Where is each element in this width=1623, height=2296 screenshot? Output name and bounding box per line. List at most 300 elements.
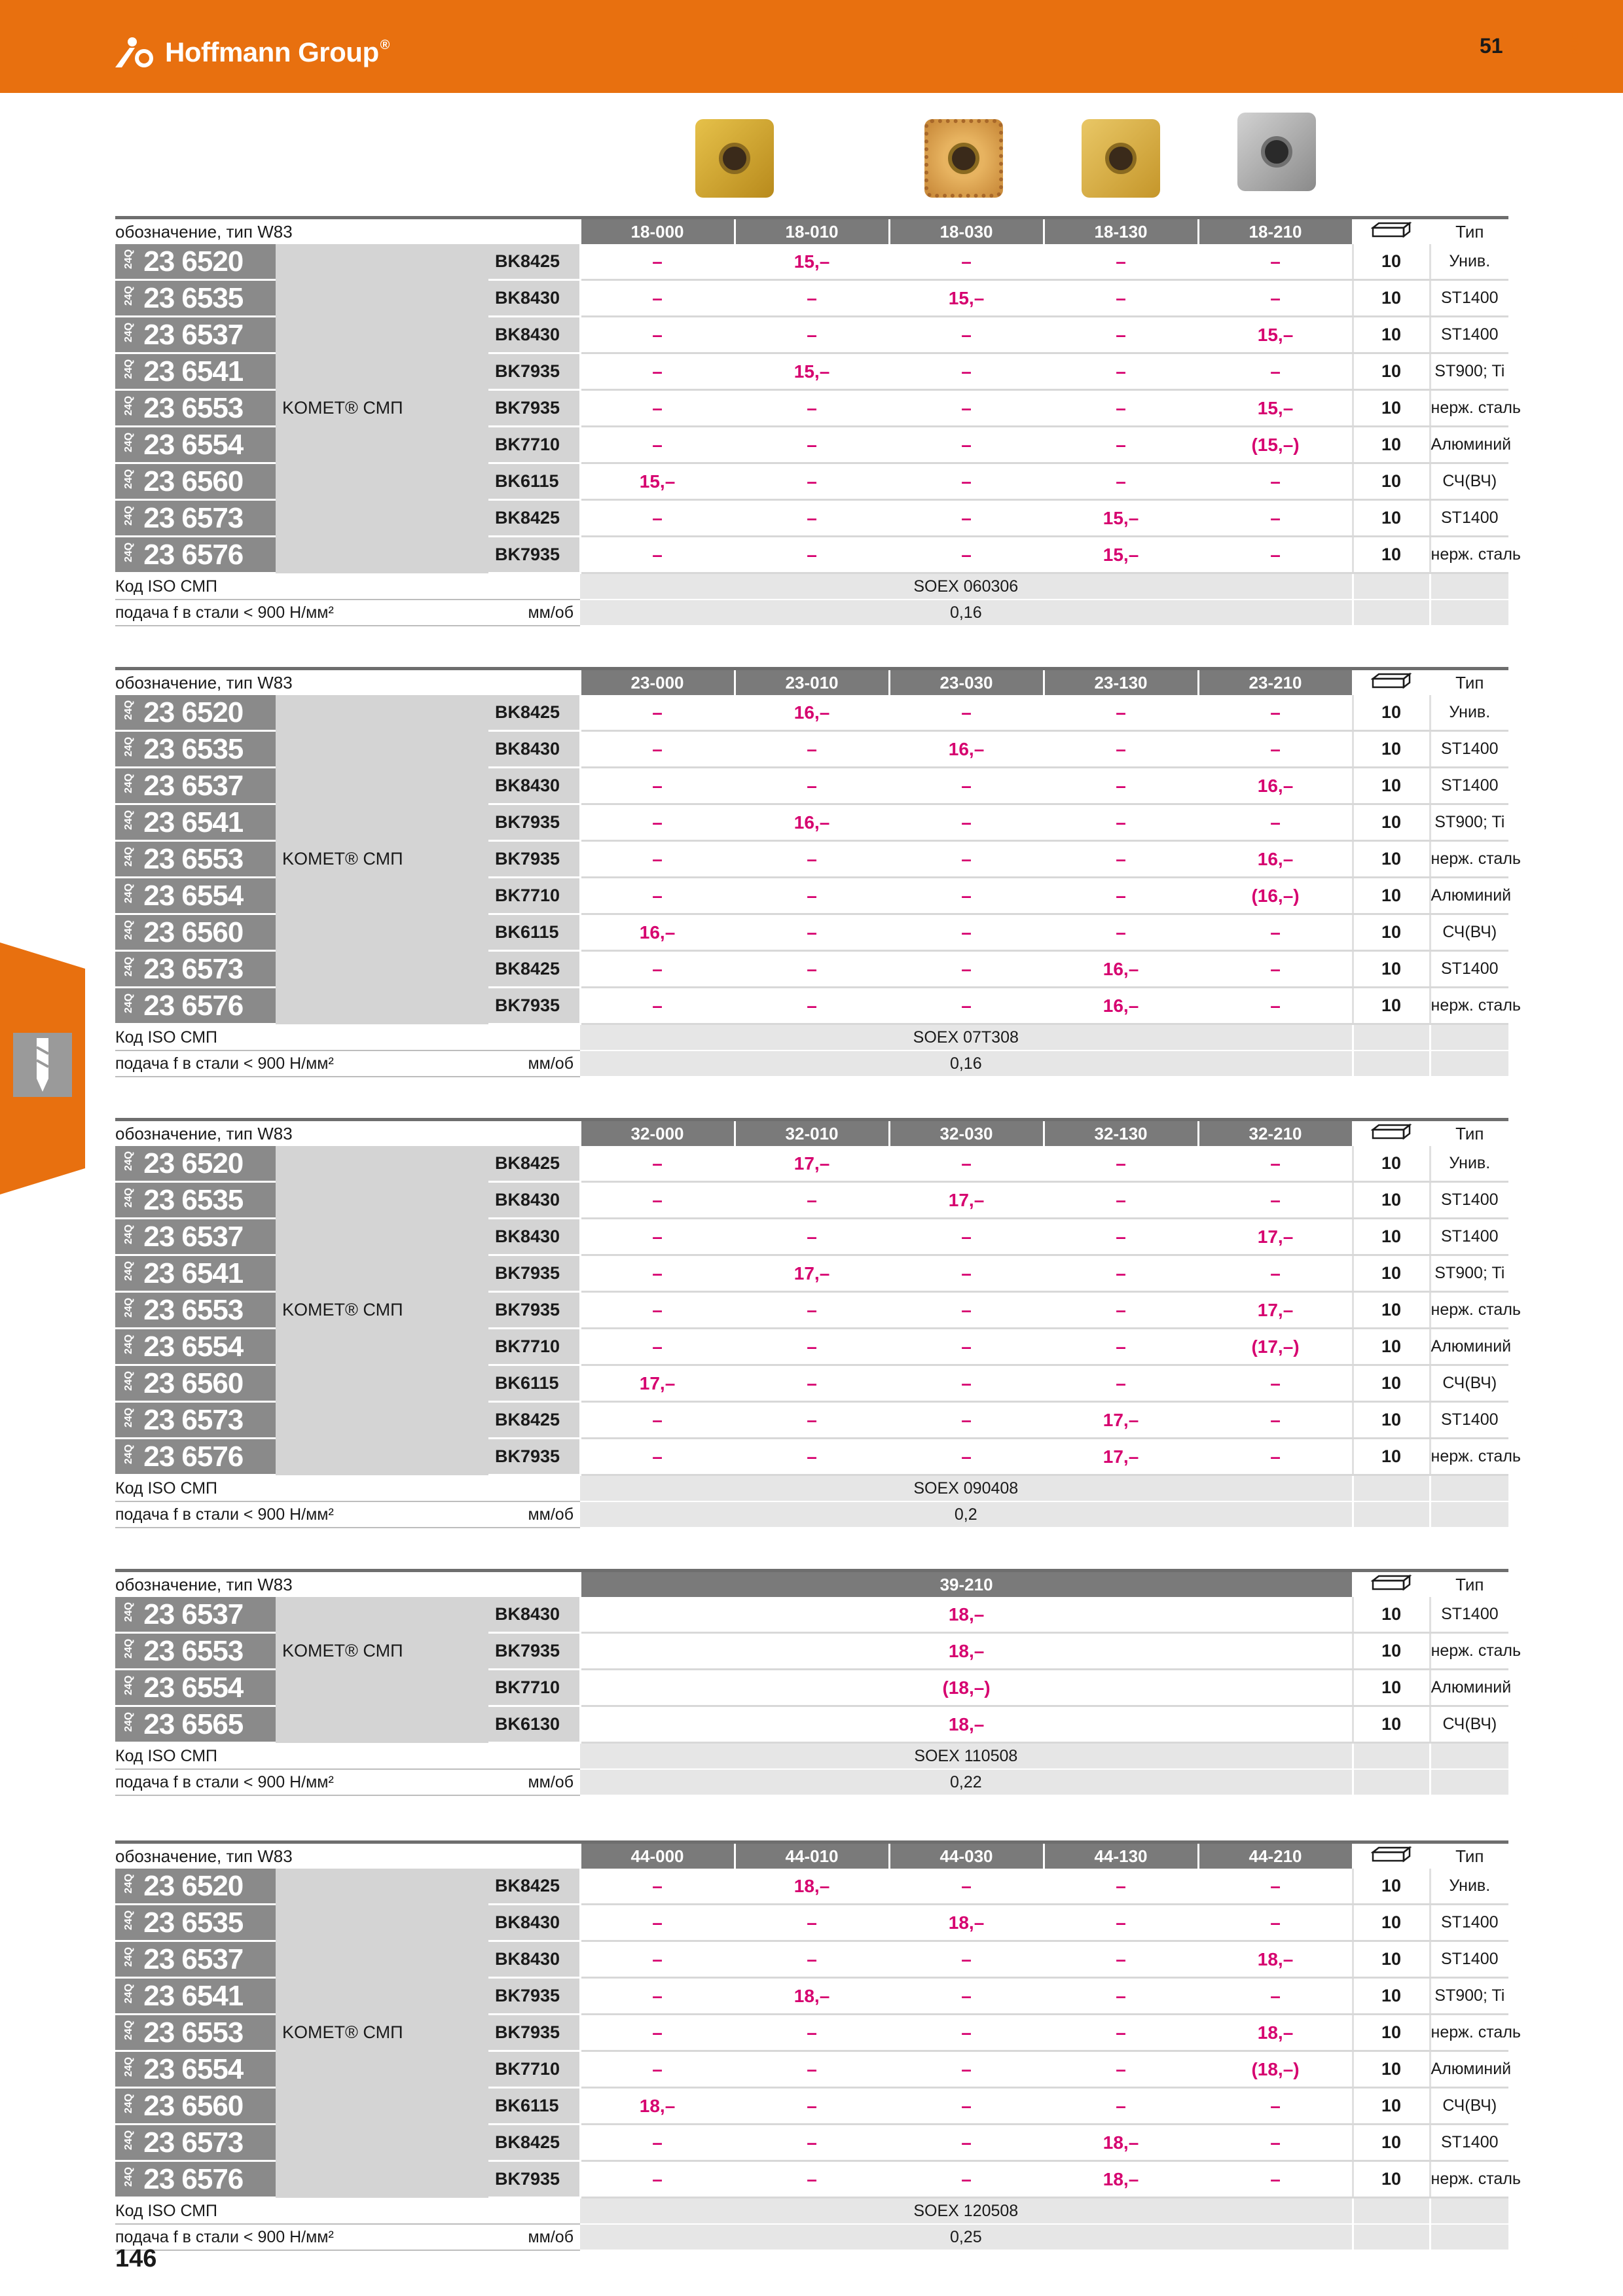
price-cell[interactable]: – — [889, 988, 1044, 1024]
price-cell[interactable]: – — [1044, 1255, 1198, 1292]
table-row[interactable] — [115, 1978, 1508, 2015]
hoffmann-logo-icon — [115, 36, 158, 69]
table-row[interactable] — [115, 317, 1508, 353]
article-number[interactable] — [115, 2015, 276, 2051]
price-cell[interactable]: 16,– — [1044, 988, 1198, 1024]
article-number-value: 23 6537 — [136, 318, 244, 351]
price-cell[interactable]: – — [735, 500, 889, 537]
article-number[interactable] — [115, 2088, 276, 2125]
price-cell[interactable]: – — [1198, 914, 1353, 951]
table-row[interactable] — [115, 537, 1508, 573]
price-cell[interactable]: – — [580, 695, 735, 731]
price-cell[interactable]: – — [1044, 1219, 1198, 1255]
article-number[interactable] — [115, 1292, 276, 1329]
feed-label: подача f в стали < 900 Н/мм² — [115, 2224, 488, 2250]
price-cell[interactable]: – — [580, 841, 735, 878]
price-cell[interactable]: 16,– — [1198, 768, 1353, 804]
price-cell[interactable]: – — [889, 1869, 1044, 1905]
price-cell[interactable]: – — [889, 804, 1044, 841]
table-row[interactable] — [115, 2161, 1508, 2198]
article-number[interactable] — [115, 537, 276, 573]
article-number[interactable] — [115, 914, 276, 951]
price-cell[interactable]: – — [580, 1978, 735, 2015]
article-number-value: 23 6541 — [136, 355, 244, 387]
table-row[interactable] — [115, 390, 1508, 427]
feed-unit: мм/об — [488, 600, 580, 626]
table-row[interactable] — [115, 500, 1508, 537]
price-cell[interactable]: – — [1198, 2161, 1353, 2198]
price-cell[interactable]: – — [1044, 1292, 1198, 1329]
price-cell[interactable]: – — [1198, 1439, 1353, 1475]
price-cell[interactable]: – — [889, 500, 1044, 537]
article-prefix: 24Q — [123, 1261, 134, 1281]
price-cell[interactable]: – — [580, 2051, 735, 2088]
price-cell[interactable]: – — [1044, 463, 1198, 500]
article-number[interactable] — [115, 1182, 276, 1219]
price-cell[interactable]: – — [889, 951, 1044, 988]
price-cell[interactable]: – — [1198, 1182, 1353, 1219]
price-cell[interactable]: 15,– — [1198, 317, 1353, 353]
price-cell[interactable]: 17,– — [889, 1182, 1044, 1219]
brand-cell — [276, 353, 488, 390]
article-number[interactable] — [115, 988, 276, 1024]
price-cell[interactable]: – — [580, 1292, 735, 1329]
article-number[interactable] — [115, 731, 276, 768]
table-row[interactable] — [115, 1597, 1508, 1633]
price-cell[interactable]: – — [1198, 1869, 1353, 1905]
article-number[interactable] — [115, 1633, 276, 1670]
price-cell[interactable]: – — [889, 2015, 1044, 2051]
price-cell[interactable]: – — [1198, 951, 1353, 988]
table-row[interactable] — [115, 1869, 1508, 1905]
grade-cell: BK8430 — [488, 1219, 580, 1255]
price-cell[interactable]: 18,– — [735, 1869, 889, 1905]
price-cell[interactable]: – — [1044, 731, 1198, 768]
article-number[interactable] — [115, 1329, 276, 1365]
brand-cell: KOMET® СМП — [276, 390, 488, 427]
price-cell[interactable]: – — [1198, 463, 1353, 500]
price-cell[interactable]: – — [889, 353, 1044, 390]
price-cell[interactable]: – — [580, 1329, 735, 1365]
price-cell[interactable]: (16,–) — [1198, 878, 1353, 914]
table-row[interactable] — [115, 988, 1508, 1024]
table-row[interactable] — [115, 427, 1508, 463]
price-cell[interactable]: 17,– — [1198, 1292, 1353, 1329]
price-cell[interactable]: – — [735, 390, 889, 427]
table-row[interactable] — [115, 1706, 1508, 1743]
price-cell[interactable]: – — [1044, 390, 1198, 427]
table-row[interactable] — [115, 1146, 1508, 1182]
price-cell[interactable]: – — [735, 1941, 889, 1978]
price-cell[interactable]: – — [889, 695, 1044, 731]
price-cell[interactable]: – — [735, 768, 889, 804]
size-column-header: 32-010 — [735, 1120, 889, 1147]
price-cell[interactable]: – — [889, 1978, 1044, 2015]
table-row[interactable] — [115, 841, 1508, 878]
price-cell[interactable]: – — [889, 1219, 1044, 1255]
price-cell[interactable]: 17,– — [735, 1146, 889, 1182]
price-cell[interactable]: – — [735, 1292, 889, 1329]
price-cell[interactable]: – — [889, 244, 1044, 280]
price-cell[interactable]: – — [1044, 2015, 1198, 2051]
price-cell[interactable]: – — [1198, 2125, 1353, 2161]
price-cell[interactable]: – — [735, 878, 889, 914]
article-number[interactable] — [115, 317, 276, 353]
article-number[interactable] — [115, 1146, 276, 1182]
article-number[interactable] — [115, 2125, 276, 2161]
price-cell[interactable]: – — [889, 1146, 1044, 1182]
feed-label: подача f в стали < 900 Н/мм² — [115, 1769, 488, 1795]
price-cell[interactable]: 15,– — [1044, 500, 1198, 537]
price-cell[interactable]: 18,– — [1044, 2161, 1198, 2198]
price-cell[interactable]: 16,– — [735, 804, 889, 841]
article-number[interactable] — [115, 768, 276, 804]
price-cell[interactable]: – — [1198, 280, 1353, 317]
table-row[interactable] — [115, 1292, 1508, 1329]
price-cell[interactable]: – — [735, 280, 889, 317]
table-row[interactable] — [115, 280, 1508, 317]
price-cell[interactable]: – — [735, 1329, 889, 1365]
price-cell[interactable]: – — [735, 1219, 889, 1255]
grade-cell: BK6115 — [488, 1365, 580, 1402]
price-cell[interactable]: 17,– — [1044, 1402, 1198, 1439]
price-cell[interactable]: – — [1044, 427, 1198, 463]
price-cell[interactable]: 16,– — [735, 695, 889, 731]
price-cell[interactable]: – — [580, 1439, 735, 1475]
feed-value: 0,25 — [580, 2224, 1353, 2250]
price-cell[interactable]: – — [889, 2161, 1044, 2198]
price-cell[interactable]: – — [889, 537, 1044, 573]
article-number[interactable] — [115, 390, 276, 427]
brand-logo[interactable] — [115, 33, 390, 72]
price-cell[interactable]: 15,– — [1198, 390, 1353, 427]
price-cell[interactable]: – — [580, 878, 735, 914]
table-row[interactable] — [115, 768, 1508, 804]
price-cell[interactable]: – — [889, 914, 1044, 951]
price-cell[interactable]: 16,– — [580, 914, 735, 951]
table-row[interactable] — [115, 2125, 1508, 2161]
price-cell[interactable]: – — [735, 2125, 889, 2161]
price-cell[interactable]: – — [580, 537, 735, 573]
size-column-header: 23-010 — [735, 669, 889, 696]
price-cell[interactable]: 17,– — [1044, 1439, 1198, 1475]
price-cell[interactable]: – — [889, 1292, 1044, 1329]
price-cell[interactable]: – — [889, 390, 1044, 427]
price-cell[interactable]: 18,– — [735, 1978, 889, 2015]
price-cell[interactable]: 15,– — [580, 463, 735, 500]
price-cell[interactable]: – — [1044, 280, 1198, 317]
feed-value: 0,16 — [580, 600, 1353, 626]
price-cell[interactable]: 18,– — [1198, 2015, 1353, 2051]
price-cell[interactable]: 15,– — [735, 353, 889, 390]
table-row[interactable] — [115, 1633, 1508, 1670]
price-cell[interactable]: – — [889, 841, 1044, 878]
article-number[interactable] — [115, 427, 276, 463]
table-row[interactable] — [115, 731, 1508, 768]
price-cell[interactable]: – — [580, 951, 735, 988]
price-cell[interactable]: – — [580, 317, 735, 353]
type-header: Тип — [1430, 669, 1508, 696]
price-cell[interactable]: – — [889, 1941, 1044, 1978]
table-row[interactable] — [115, 1670, 1508, 1706]
price-cell[interactable]: 18,– — [1198, 1941, 1353, 1978]
price-cell[interactable]: – — [735, 731, 889, 768]
price-cell[interactable]: – — [889, 1439, 1044, 1475]
price-cell[interactable]: – — [1044, 841, 1198, 878]
article-number[interactable] — [115, 1439, 276, 1475]
price-cell[interactable]: 15,– — [1044, 537, 1198, 573]
brand-cell — [276, 500, 488, 537]
article-number[interactable] — [115, 2161, 276, 2198]
article-number[interactable] — [115, 878, 276, 914]
price-cell[interactable]: – — [735, 427, 889, 463]
price-cell[interactable]: – — [1044, 244, 1198, 280]
price-cell[interactable]: 16,– — [889, 731, 1044, 768]
table-row[interactable] — [115, 951, 1508, 988]
price-cell[interactable]: 17,– — [735, 1255, 889, 1292]
price-cell[interactable]: – — [735, 914, 889, 951]
price-cell[interactable]: – — [1044, 1869, 1198, 1905]
price-cell[interactable]: – — [735, 2051, 889, 2088]
price-cell[interactable]: – — [735, 1365, 889, 1402]
price-cell[interactable]: – — [580, 731, 735, 768]
price-cell[interactable]: – — [1198, 1905, 1353, 1941]
price-cell[interactable]: – — [889, 768, 1044, 804]
price-cell[interactable]: – — [1198, 1978, 1353, 2015]
article-number[interactable] — [115, 1869, 276, 1905]
price-cell[interactable]: – — [1044, 1365, 1198, 1402]
brand-cell — [276, 244, 488, 280]
price-cell[interactable]: 18,– — [889, 1905, 1044, 1941]
brand-cell — [276, 427, 488, 463]
price-cell[interactable]: – — [580, 1905, 735, 1941]
price-cell[interactable]: – — [580, 1255, 735, 1292]
price-cell[interactable]: (17,–) — [1198, 1329, 1353, 1365]
price-cell[interactable]: – — [1044, 2051, 1198, 2088]
price-cell[interactable]: – — [889, 1329, 1044, 1365]
brand-cell — [276, 1219, 488, 1255]
price-cell[interactable]: – — [580, 390, 735, 427]
price-cell[interactable]: 16,– — [1198, 841, 1353, 878]
price-cell[interactable]: – — [1198, 804, 1353, 841]
price-cell[interactable]: – — [580, 804, 735, 841]
iso-code-value: SOEX 060306 — [580, 573, 1353, 600]
price-cell[interactable]: – — [1198, 537, 1353, 573]
price-cell[interactable]: – — [735, 951, 889, 988]
price-cell[interactable]: (18,–) — [580, 1670, 1353, 1706]
price-cell[interactable]: – — [735, 2015, 889, 2051]
price-cell[interactable]: – — [580, 353, 735, 390]
price-cell[interactable]: 16,– — [1044, 951, 1198, 988]
price-cell[interactable]: – — [1198, 1402, 1353, 1439]
article-number[interactable] — [115, 1978, 276, 2015]
price-cell[interactable]: 15,– — [735, 244, 889, 280]
price-cell[interactable]: – — [889, 1365, 1044, 1402]
article-number[interactable] — [115, 1402, 276, 1439]
table-row[interactable] — [115, 1941, 1508, 1978]
price-cell[interactable]: – — [1044, 695, 1198, 731]
article-number[interactable] — [115, 1670, 276, 1706]
table-row[interactable] — [115, 695, 1508, 731]
size-column-header: 44-000 — [580, 1842, 735, 1869]
article-number[interactable] — [115, 1706, 276, 1743]
price-cell[interactable]: – — [1044, 1182, 1198, 1219]
table-row[interactable] — [115, 1402, 1508, 1439]
quantity-cell: 10 — [1353, 1182, 1430, 1219]
table-row[interactable] — [115, 1219, 1508, 1255]
table-row[interactable] — [115, 1905, 1508, 1941]
price-cell[interactable]: 15,– — [889, 280, 1044, 317]
price-cell[interactable]: – — [580, 1146, 735, 1182]
grade-cell: BK8425 — [488, 1402, 580, 1439]
table-row[interactable] — [115, 1439, 1508, 1475]
price-cell[interactable]: – — [735, 2161, 889, 2198]
price-cell[interactable]: – — [889, 2051, 1044, 2088]
article-number[interactable] — [115, 1597, 276, 1633]
price-cell[interactable]: – — [735, 463, 889, 500]
quantity-cell: 10 — [1353, 914, 1430, 951]
table-row[interactable] — [115, 1329, 1508, 1365]
price-cell[interactable]: – — [1044, 1978, 1198, 2015]
price-cell[interactable]: – — [580, 1182, 735, 1219]
table-row[interactable] — [115, 463, 1508, 500]
table-row[interactable] — [115, 804, 1508, 841]
price-cell[interactable]: – — [1198, 2088, 1353, 2125]
price-cell[interactable]: – — [1044, 1329, 1198, 1365]
price-cell[interactable]: 18,– — [580, 1706, 1353, 1743]
price-cell[interactable]: – — [1044, 804, 1198, 841]
table-row[interactable] — [115, 1255, 1508, 1292]
price-cell[interactable]: – — [889, 317, 1044, 353]
price-cell[interactable]: (18,–) — [1198, 2051, 1353, 2088]
box-icon — [1371, 1123, 1412, 1140]
price-cell[interactable]: – — [1044, 1905, 1198, 1941]
table-row[interactable] — [115, 2051, 1508, 2088]
price-cell[interactable]: – — [1044, 914, 1198, 951]
price-cell[interactable]: – — [580, 1941, 735, 1978]
price-cell[interactable]: – — [889, 1255, 1044, 1292]
price-cell[interactable]: – — [1044, 317, 1198, 353]
price-cell[interactable]: – — [889, 878, 1044, 914]
price-cell[interactable]: – — [889, 2088, 1044, 2125]
price-cell[interactable]: – — [580, 2125, 735, 2161]
price-cell[interactable]: – — [735, 1182, 889, 1219]
price-cell[interactable]: – — [1044, 353, 1198, 390]
price-cell[interactable]: – — [735, 2088, 889, 2125]
table-row[interactable] — [115, 2015, 1508, 2051]
price-cell[interactable]: – — [735, 317, 889, 353]
price-cell[interactable]: – — [1198, 353, 1353, 390]
price-cell[interactable]: – — [1198, 1146, 1353, 1182]
table-row[interactable] — [115, 244, 1508, 280]
application-type-cell: нерж. сталь — [1430, 841, 1508, 878]
article-number[interactable] — [115, 804, 276, 841]
price-cell[interactable]: – — [1198, 731, 1353, 768]
article-number[interactable] — [115, 1219, 276, 1255]
article-number[interactable] — [115, 280, 276, 317]
article-number-value: 23 6554 — [136, 1330, 244, 1363]
article-number[interactable] — [115, 463, 276, 500]
article-number[interactable] — [115, 695, 276, 731]
table-row[interactable] — [115, 353, 1508, 390]
price-cell[interactable]: – — [580, 427, 735, 463]
article-number[interactable] — [115, 500, 276, 537]
price-cell[interactable]: – — [735, 988, 889, 1024]
application-type-cell: ST1400 — [1430, 731, 1508, 768]
price-cell[interactable]: 17,– — [1198, 1219, 1353, 1255]
price-cell[interactable]: – — [1198, 695, 1353, 731]
price-cell[interactable]: – — [580, 988, 735, 1024]
price-cell[interactable]: – — [580, 500, 735, 537]
price-cell[interactable]: – — [1044, 2088, 1198, 2125]
price-cell[interactable]: – — [735, 537, 889, 573]
price-cell[interactable]: – — [1198, 1255, 1353, 1292]
quantity-cell: 10 — [1353, 1365, 1430, 1402]
article-number[interactable] — [115, 951, 276, 988]
price-cell[interactable]: – — [1044, 1941, 1198, 1978]
price-cell[interactable]: – — [580, 1869, 735, 1905]
price-cell[interactable]: (15,–) — [1198, 427, 1353, 463]
price-cell[interactable]: – — [1044, 768, 1198, 804]
price-cell[interactable]: – — [580, 1402, 735, 1439]
price-cell[interactable]: – — [889, 2125, 1044, 2161]
article-number[interactable] — [115, 1941, 276, 1978]
article-number[interactable] — [115, 2051, 276, 2088]
price-cell[interactable]: – — [889, 463, 1044, 500]
application-type-cell: нерж. сталь — [1430, 390, 1508, 427]
price-cell[interactable]: 17,– — [580, 1365, 735, 1402]
price-cell[interactable]: 18,– — [580, 2088, 735, 2125]
price-cell[interactable]: – — [735, 841, 889, 878]
price-cell[interactable]: – — [580, 280, 735, 317]
price-cell[interactable]: – — [889, 1402, 1044, 1439]
price-cell[interactable]: – — [580, 2161, 735, 2198]
price-cell[interactable]: – — [1198, 244, 1353, 280]
price-cell[interactable]: – — [735, 1439, 889, 1475]
table-row[interactable] — [115, 914, 1508, 951]
price-cell[interactable]: – — [1044, 878, 1198, 914]
price-cell[interactable]: – — [1198, 500, 1353, 537]
article-number[interactable] — [115, 1905, 276, 1941]
price-cell[interactable]: – — [735, 1905, 889, 1941]
price-cell[interactable]: – — [889, 427, 1044, 463]
article-number[interactable] — [115, 1255, 276, 1292]
article-number[interactable] — [115, 841, 276, 878]
iso-code-value: SOEX 110508 — [580, 1743, 1353, 1770]
price-cell[interactable]: – — [580, 2015, 735, 2051]
price-cell[interactable]: – — [580, 244, 735, 280]
designation-label: обозначение, тип W83 — [115, 218, 580, 245]
price-cell[interactable]: – — [1198, 988, 1353, 1024]
price-cell[interactable]: – — [1044, 1146, 1198, 1182]
price-cell[interactable]: 18,– — [580, 1633, 1353, 1670]
price-cell[interactable]: – — [1198, 1365, 1353, 1402]
table-row[interactable] — [115, 878, 1508, 914]
article-number[interactable] — [115, 244, 276, 280]
price-cell[interactable]: 18,– — [580, 1597, 1353, 1633]
price-cell[interactable]: – — [580, 768, 735, 804]
table-row[interactable] — [115, 2088, 1508, 2125]
feed-row — [115, 1501, 1508, 1528]
price-cell[interactable]: – — [735, 1402, 889, 1439]
article-number[interactable] — [115, 353, 276, 390]
price-cell[interactable]: 18,– — [1044, 2125, 1198, 2161]
article-number[interactable] — [115, 1365, 276, 1402]
article-number-value: 23 6553 — [136, 842, 244, 875]
price-cell[interactable]: – — [580, 1219, 735, 1255]
table-row[interactable] — [115, 1182, 1508, 1219]
table-row[interactable] — [115, 1365, 1508, 1402]
